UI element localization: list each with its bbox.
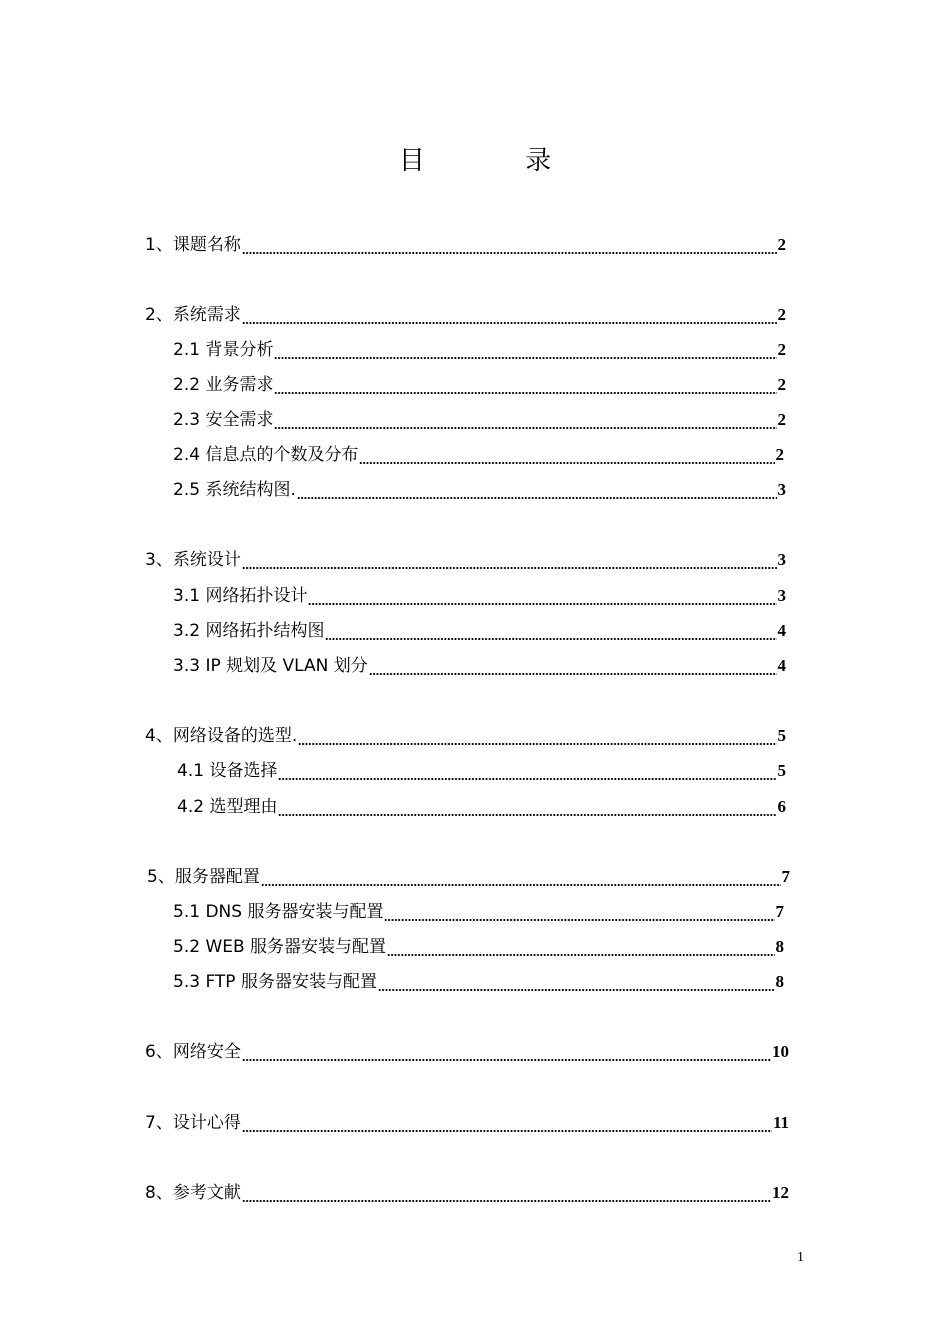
leader-dots [242,1040,771,1064]
toc-entry-label: 3.1 网络拓扑设计 [173,586,308,606]
leader-dots [298,724,776,748]
toc-entry-label: 5.3 FTP 服务器安装与配置 [173,972,377,992]
toc-entry-label: 5.2 WEB 服务器安装与配置 [173,937,387,957]
leader-dots [242,303,777,327]
toc-entry-page: 5 [777,726,786,745]
leader-dots [325,619,776,643]
toc-entry-page: 7 [775,902,784,921]
toc-entry-2-5[interactable] [173,478,786,502]
toc-entry-label: 5.1 DNS 服务器安装与配置 [173,902,384,922]
toc-entry-label: 2.2 业务需求 [173,375,274,395]
leader-dots [308,584,776,608]
toc-entry-page: 4 [777,656,786,675]
toc-entry-2-1[interactable] [173,338,786,362]
toc-entry-page: 2 [777,410,786,429]
toc-entry-label: 3.2 网络拓扑结构图 [173,621,325,641]
leader-dots [384,900,774,924]
toc-entry-label: 3.3 IP 规划及 VLAN 划分 [173,656,368,676]
toc-entry-3-2[interactable] [173,619,786,643]
toc-entry-page: 2 [777,235,786,254]
toc-entry-4[interactable] [145,724,786,748]
toc-entry-2-3[interactable] [173,408,786,432]
leader-dots [242,1111,772,1135]
toc-entry-6[interactable] [145,1040,789,1064]
toc-entry-7[interactable] [145,1111,789,1135]
toc-entry-3-1[interactable] [173,584,786,608]
leader-dots [261,865,781,889]
toc-entry-label: 2、系统需求 [145,305,241,325]
toc-entry-page: 4 [777,621,786,640]
toc-entry-page: 3 [777,480,786,499]
toc-entry-label: 4.1 设备选择 [177,761,278,781]
toc-entry-2[interactable] [145,303,786,327]
toc-entry-label: 2.5 系统结构图. [173,480,296,500]
leader-dots [278,759,776,783]
leader-dots [359,443,774,467]
toc-entry-8[interactable] [145,1181,789,1205]
toc-entry-label: 2.1 背景分析 [173,340,274,360]
leader-dots [274,373,776,397]
toc-entry-page: 2 [777,305,786,324]
toc-entry-5-3[interactable] [173,970,784,994]
toc-entry-label: 8、参考文献 [145,1183,241,1203]
toc-entry-3[interactable] [145,548,786,572]
leader-dots [242,233,777,257]
toc-entry-page: 3 [777,550,786,569]
toc-entry-2-2[interactable] [173,373,786,397]
toc-entry-label: 7、设计心得 [145,1113,241,1133]
toc-entry-label: 2.4 信息点的个数及分布 [173,445,359,465]
toc-entry-label: 4、网络设备的选型. [145,726,298,746]
leader-dots [274,408,776,432]
page-number: 1 [797,1250,804,1265]
toc-entry-1[interactable] [145,233,786,257]
toc-entry-page: 3 [777,586,786,605]
toc-entry-page: 8 [775,972,784,991]
toc-entry-label: 6、网络安全 [145,1042,241,1062]
leader-dots [242,1181,771,1205]
page-title: 目 录 [398,146,598,176]
toc-entry-5-1[interactable] [173,900,784,924]
toc-entry-3-3[interactable] [173,654,786,678]
leader-dots [278,795,776,819]
leader-dots [387,935,774,959]
toc-entry-page: 6 [777,797,786,816]
toc-entry-page: 8 [775,937,784,956]
toc-entry-page: 10 [772,1042,789,1061]
toc-entry-page: 11 [772,1113,789,1132]
toc-entry-page: 2 [775,445,784,464]
leader-dots [242,548,777,572]
toc-entry-page: 7 [781,867,790,886]
leader-dots [378,970,775,994]
toc-entry-5[interactable] [147,865,790,889]
toc-entry-page: 12 [772,1183,789,1202]
toc-entry-2-4[interactable] [173,443,784,467]
leader-dots [297,478,777,502]
toc-entry-label: 1、课题名称 [145,235,241,255]
toc-entry-page: 2 [777,340,786,359]
leader-dots [369,654,777,678]
toc-entry-page: 2 [777,375,786,394]
toc-entry-label: 5、服务器配置 [147,867,260,887]
toc-entry-4-1[interactable] [177,759,786,783]
toc-entry-label: 2.3 安全需求 [173,410,274,430]
toc-entry-label: 3、系统设计 [145,550,241,570]
toc-entry-5-2[interactable] [173,935,784,959]
leader-dots [274,338,776,362]
toc-entry-label: 4.2 选型理由 [177,797,278,817]
toc-entry-page: 5 [777,761,786,780]
toc-entry-4-2[interactable] [177,795,786,819]
